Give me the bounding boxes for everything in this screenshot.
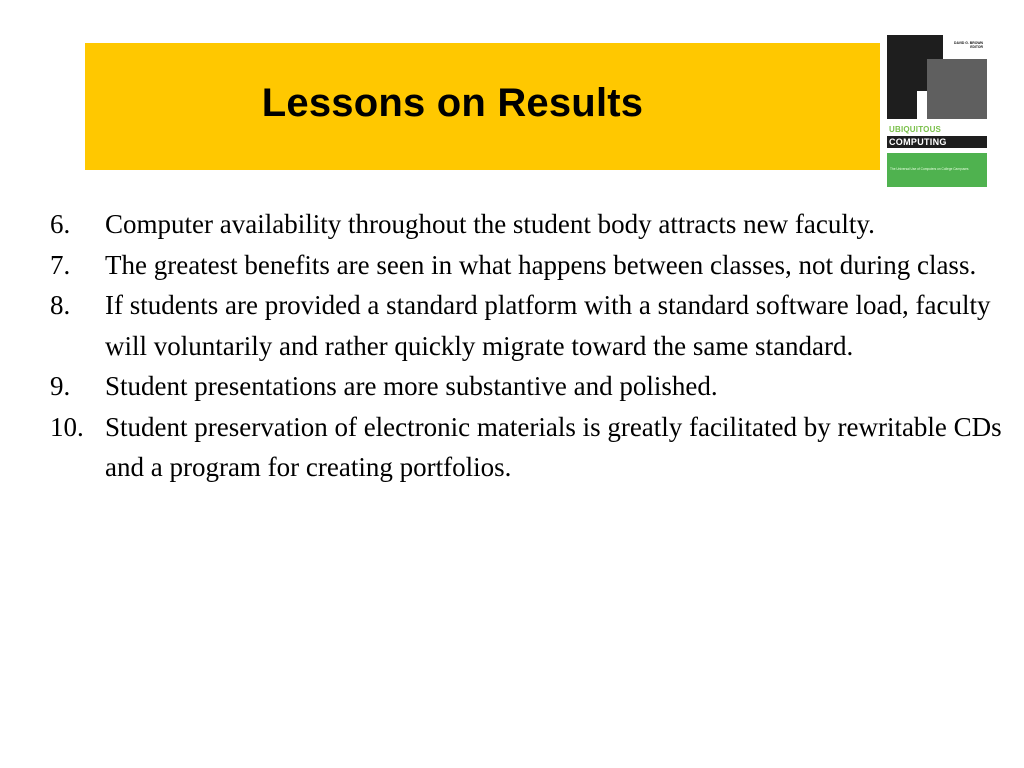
slide-title: Lessons on Results	[261, 81, 644, 125]
item-number: 6.	[50, 209, 71, 239]
list-item	[50, 407, 1010, 488]
item-text: The greatest benefits are seen in what happens between classes, not during class.	[105, 249, 977, 280]
item-number: 7.	[50, 249, 71, 280]
item-text: Student presentations are more substantive and polished.	[105, 371, 718, 401]
cover-title-line1: UBIQUITOUS	[889, 125, 942, 134]
item-text: Student preservation of electronic materials is greatly facilitated by rewritable CDs and a program for creating portfolios.	[105, 411, 1002, 482]
item-number: 9.	[50, 371, 71, 401]
title-banner	[85, 43, 880, 170]
cover-author: DAVID G. BROWN EDITOR	[954, 41, 983, 49]
item-number: 10.	[50, 411, 84, 442]
item-text: Computer availability throughout the student body attracts new faculty.	[105, 209, 875, 239]
cover-title-line2: COMPUTING	[887, 136, 987, 148]
lessons-list	[50, 204, 1010, 488]
list-item	[50, 285, 1010, 366]
item-text: If students are provided a standard platform with a standard software load, faculty will voluntarily and rather quickly migrate toward the same standard.	[105, 290, 991, 361]
item-number: 8.	[50, 290, 71, 320]
list-item	[50, 204, 1010, 245]
cover-block-gray	[927, 59, 987, 119]
cover-subtitle: The Universal Use of Computers on College Campuses	[890, 167, 969, 171]
book-cover-image	[887, 35, 987, 187]
cover-block-dark-lower	[887, 91, 917, 119]
list-item	[50, 245, 1010, 286]
list-item	[50, 366, 1010, 407]
